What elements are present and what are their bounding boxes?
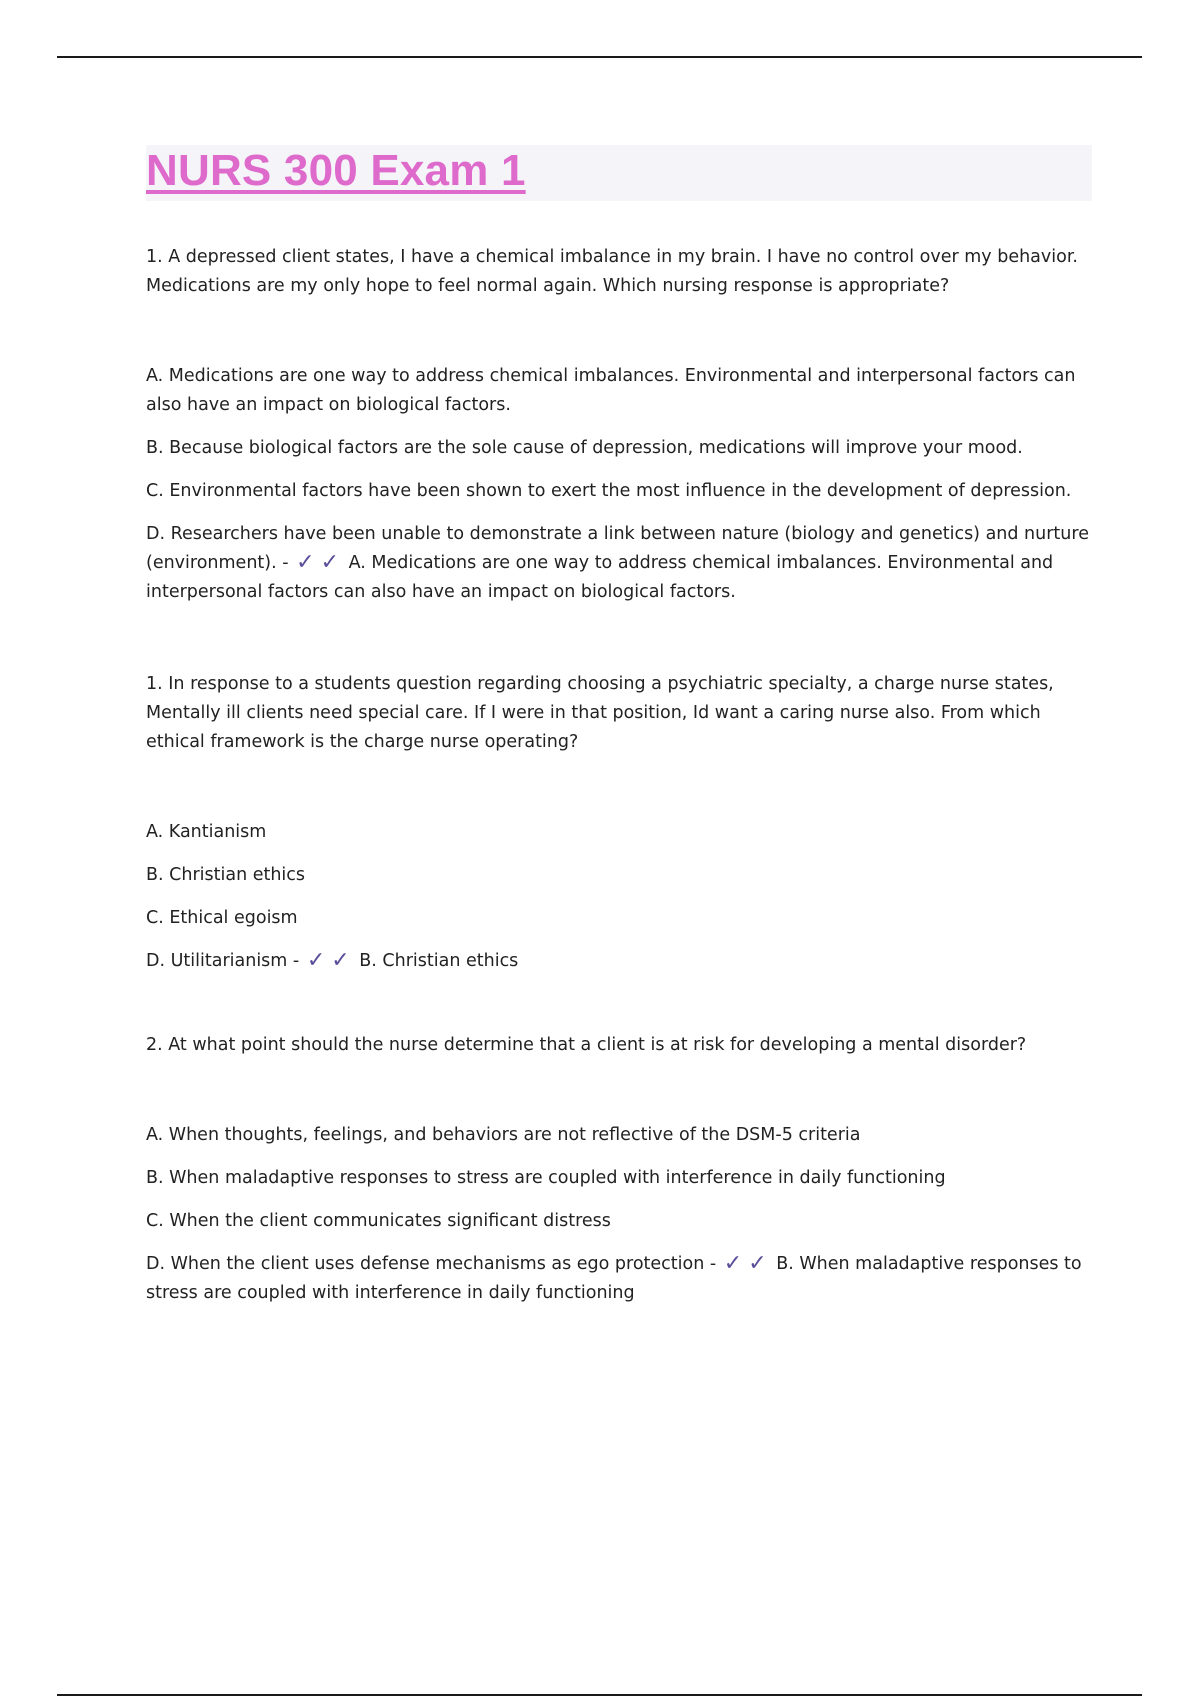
- correct-answer: A. Medications are one way to address chemical imbalances. Environmental and interpersonal factors can also have an impact on biological factors.: [146, 553, 1054, 602]
- answer-option-d: D. Utilitarianism -: [146, 951, 300, 971]
- answer-option-a: A. When thoughts, feelings, and behaviors are not reflective of the DSM-5 criteria: [146, 1125, 861, 1145]
- checkmark-icon: ✓: [748, 1251, 767, 1276]
- checkmark-icon: ✓: [296, 550, 315, 575]
- document-body: [146, 145, 1096, 1308]
- answer-option-c: C. Ethical egoism: [146, 908, 298, 928]
- answer-option-d-with-answer: [146, 520, 1096, 607]
- checkmark-icon: ✓: [723, 1251, 743, 1276]
- bottom-rule: [57, 1694, 1142, 1696]
- question-text: 2. At what point should the nurse determine that a client is at risk for developing a mental disorder?: [146, 1035, 1027, 1055]
- answer-option-d: D. Researchers have been unable to demonstrate a link between nature (biology and genetics) and nurture (environment). -: [146, 524, 1089, 573]
- checkmark-icon: ✓: [306, 948, 326, 973]
- correct-answer: B. When maladaptive responses to stress are coupled with interference in daily functioning: [146, 1254, 1082, 1303]
- question-text: 1. A depressed client states, I have a chemical imbalance in my brain. I have no control over my behavior. Medications are my only hope to feel normal again. Which nursing response is appropriate?: [146, 247, 1078, 296]
- question-block-3: [146, 1031, 1096, 1308]
- answer-option-d-with-answer: [146, 1250, 1096, 1308]
- answer-option-d: D. When the client uses defense mechanisms as ego protection -: [146, 1254, 717, 1274]
- answer-option-b: B. Christian ethics: [146, 865, 306, 885]
- document-title: NURS 300 Exam 1: [146, 146, 526, 195]
- checkmark-icon: ✓: [320, 550, 339, 575]
- checkmark-icon: ✓: [331, 948, 350, 973]
- question-block-2: [146, 670, 1096, 976]
- answer-option-c: C. Environmental factors have been shown to exert the most influence in the development of depression.: [146, 481, 1072, 501]
- correct-answer: B. Christian ethics: [359, 951, 519, 971]
- answer-option-c: C. When the client communicates significant distress: [146, 1211, 611, 1231]
- top-rule: [57, 56, 1142, 58]
- answer-option-d-with-answer: [146, 947, 1096, 976]
- question-block-1: [146, 243, 1096, 607]
- answer-option-b: B. Because biological factors are the sole cause of depression, medications will improve your mood.: [146, 438, 1023, 458]
- answer-option-a: A. Medications are one way to address chemical imbalances. Environmental and interpersonal factors can also have an impact on biological factors.: [146, 366, 1076, 415]
- answer-option-a: A. Kantianism: [146, 822, 267, 842]
- question-text: 1. In response to a students question regarding choosing a psychiatric specialty, a charge nurse states, Mentally ill clients need special care. If I were in that position, Id want a caring nurse also. From which ethical framework is the charge nurse operating?: [146, 674, 1054, 752]
- title-band: [146, 145, 1092, 201]
- answer-option-b: B. When maladaptive responses to stress are coupled with interference in daily functioning: [146, 1168, 946, 1188]
